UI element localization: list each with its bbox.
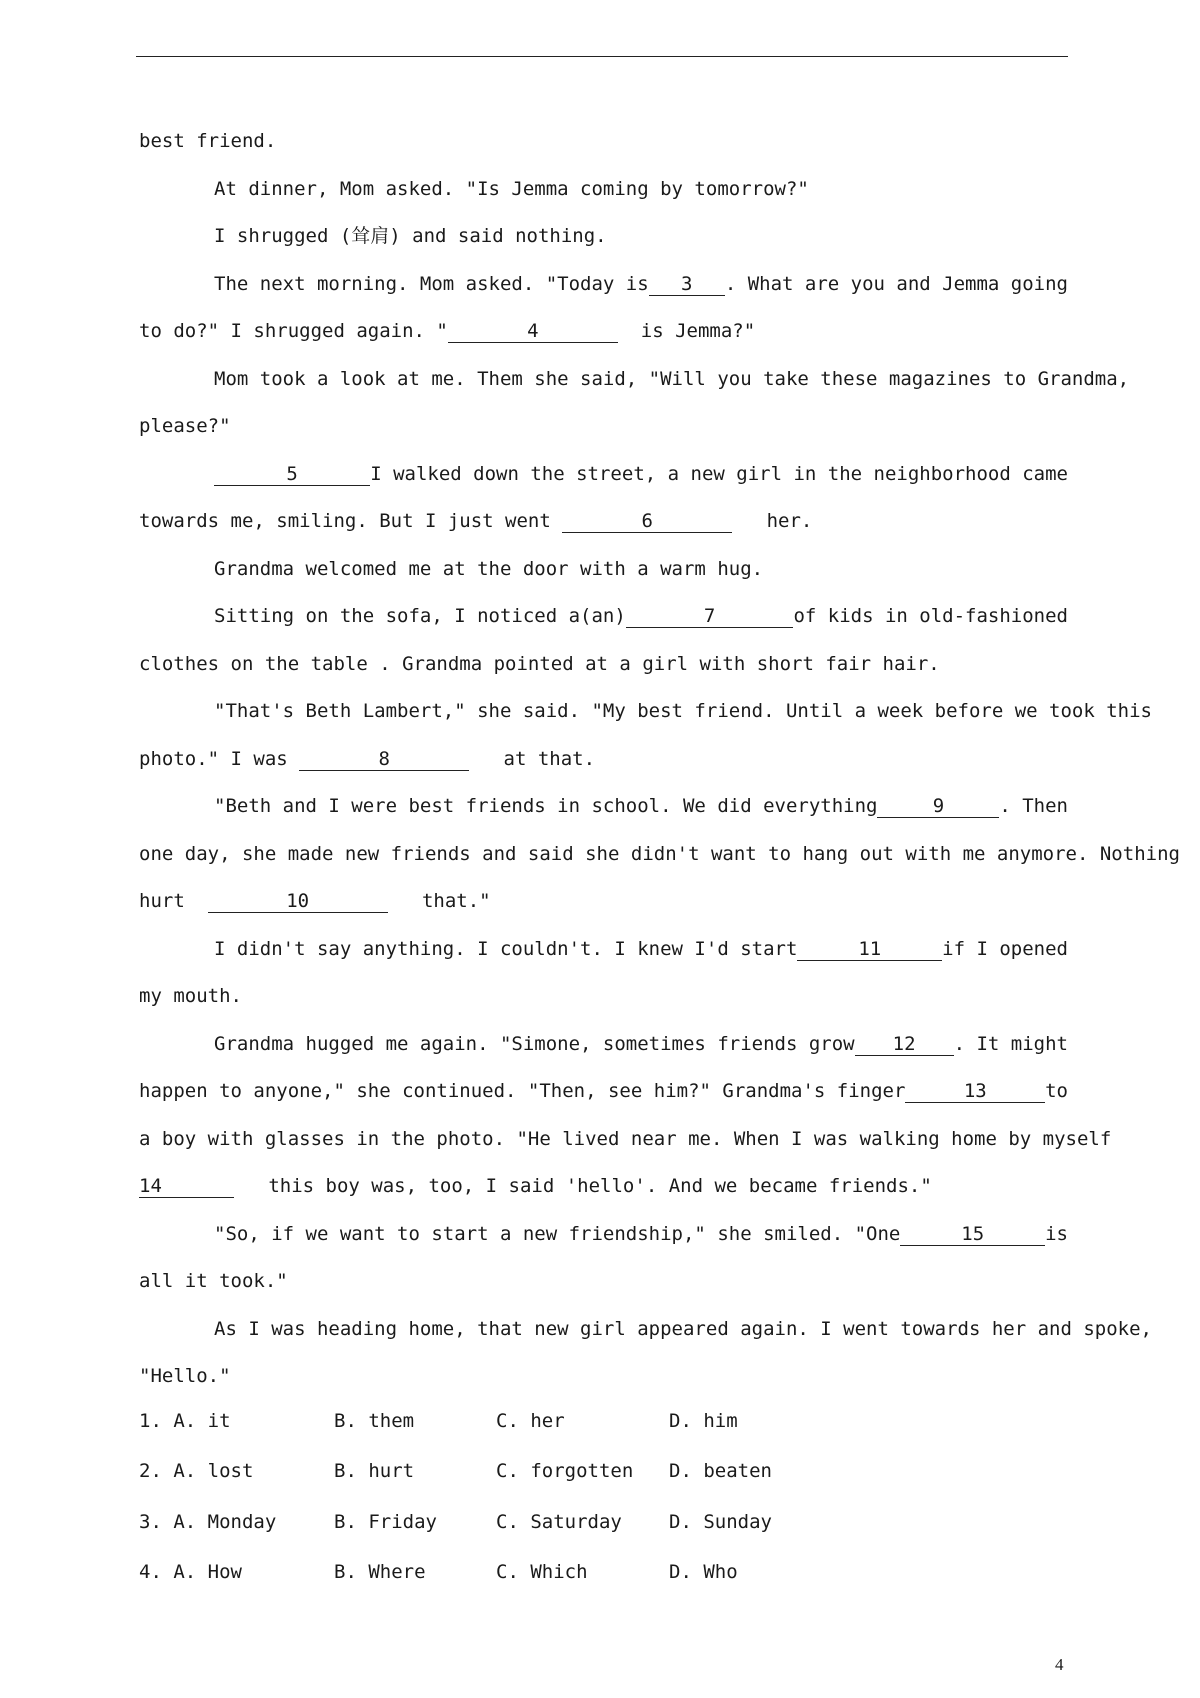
passage-text: is Jemma?" xyxy=(640,320,756,342)
passage-text: to do?" I shrugged again. " xyxy=(139,320,448,342)
answer-blank-9[interactable]: 9 xyxy=(877,795,999,818)
passage-text: At dinner, Mom asked. "Is Jemma coming by tomorrow?" xyxy=(214,177,809,200)
option-a[interactable] xyxy=(139,1446,253,1496)
question-number: 4. xyxy=(139,1560,162,1583)
answer-blank-10[interactable]: 10 xyxy=(208,890,388,913)
passage-text: "So, if we want to start a new friendship," she smiled. "One xyxy=(214,1222,901,1245)
option-d[interactable]: D. beaten xyxy=(669,1460,772,1483)
passage-text: I shrugged (耸肩) and said nothing. xyxy=(214,225,607,247)
passage-text: towards me, smiling. But I just went xyxy=(139,510,551,532)
answer-blank-14[interactable]: 14 xyxy=(139,1175,234,1198)
answer-blank-4[interactable]: 4 xyxy=(448,320,618,343)
passage-text: a boy with glasses in the photo. "He lived near me. When I was walking home by myself xyxy=(139,1127,1112,1150)
question-number: 1. xyxy=(139,1410,162,1432)
answer-blank-11[interactable]: 11 xyxy=(797,938,942,961)
passage-line xyxy=(139,498,1068,546)
answer-blank-12[interactable]: 12 xyxy=(855,1033,954,1056)
passage-text: my mouth. xyxy=(139,985,242,1007)
passage-line xyxy=(139,1211,1068,1259)
answer-blank-6[interactable]: 6 xyxy=(562,510,732,533)
passage-text: "Hello." xyxy=(139,1365,231,1387)
passage-text: please?" xyxy=(139,415,231,437)
passage-line xyxy=(139,1021,1068,1069)
passage-text: best friend. xyxy=(139,130,277,152)
option-c[interactable]: C. Saturday xyxy=(496,1510,622,1533)
passage-line xyxy=(139,403,1068,451)
passage-text: "That's Beth Lambert," she said. "My best friend. Until a week before we took this xyxy=(214,700,1152,722)
option-a[interactable] xyxy=(139,1497,276,1547)
passage-text: Mom took a look at me. Them she said, "Will you take these magazines to Grandma, xyxy=(214,367,1130,390)
option-a[interactable] xyxy=(139,1396,231,1446)
option-b[interactable]: B. Where xyxy=(334,1560,426,1583)
passage-text: her. xyxy=(766,510,813,532)
passage-text: all it took." xyxy=(139,1270,288,1292)
passage-line xyxy=(139,261,1068,309)
option-d[interactable]: D. Sunday xyxy=(669,1510,772,1533)
passage-line xyxy=(139,1068,1068,1116)
option-b[interactable]: B. hurt xyxy=(334,1460,415,1483)
passage-text: clothes on the table . Grandma pointed at a girl with short fair hair. xyxy=(139,652,940,675)
option-a-label: A. it xyxy=(173,1410,231,1432)
passage-text: of kids in old-fashioned xyxy=(793,605,1068,627)
answer-blank-13[interactable]: 13 xyxy=(905,1080,1045,1103)
option-c[interactable]: C. Which xyxy=(496,1560,588,1583)
passage-text: is xyxy=(1045,1222,1068,1245)
passage-line xyxy=(139,308,1068,356)
question-number: 3. xyxy=(139,1510,162,1533)
passage-line xyxy=(139,973,1068,1021)
page-number: 4 xyxy=(1055,1655,1064,1674)
passage-line xyxy=(139,688,1152,736)
passage-text: . It might xyxy=(953,1032,1068,1055)
passage-text: Sitting on the sofa, I noticed a(an) xyxy=(214,605,626,627)
passage-text: The next morning. Mom asked. "Today is xyxy=(214,272,649,295)
question-number: 2. xyxy=(139,1460,162,1483)
passage-line xyxy=(139,1163,1068,1211)
passage-text: I walked down the street, a new girl in the neighborhood came xyxy=(370,462,1068,485)
passage-text: this boy was, too, I said 'hello'. And we became friends." xyxy=(268,1175,932,1197)
answer-blank-3[interactable]: 3 xyxy=(649,273,725,296)
passage-line xyxy=(139,546,1068,594)
passage-text: at that. xyxy=(503,747,596,770)
passage-line xyxy=(139,926,1068,974)
passage-text: photo." I was xyxy=(139,747,288,770)
passage-line xyxy=(139,213,1068,261)
option-a-label: A. How xyxy=(173,1560,242,1583)
option-a[interactable] xyxy=(139,1547,242,1597)
option-c[interactable]: C. her xyxy=(496,1410,565,1432)
passage-line xyxy=(139,641,1068,689)
passage-line xyxy=(139,736,1068,784)
header-rule xyxy=(136,56,1068,57)
cloze-passage xyxy=(139,118,1180,1401)
option-d[interactable]: D. him xyxy=(669,1410,738,1432)
option-b[interactable]: B. Friday xyxy=(334,1510,437,1533)
passage-text: . What are you and Jemma going xyxy=(724,272,1068,295)
passage-text: to xyxy=(1045,1080,1068,1102)
option-b[interactable]: B. them xyxy=(334,1410,415,1432)
passage-text: that." xyxy=(421,890,491,912)
passage-line xyxy=(139,356,1130,404)
answer-blank-8[interactable]: 8 xyxy=(299,748,469,771)
answer-blank-5[interactable]: 5 xyxy=(214,463,370,486)
passage-text: if I opened xyxy=(942,937,1068,960)
passage-line xyxy=(139,878,1068,926)
passage-line xyxy=(139,593,1068,641)
passage-text: "Beth and I were best friends in school. We did everything xyxy=(214,795,878,817)
passage-text: Grandma hugged me again. "Simone, sometimes friends grow xyxy=(214,1032,855,1055)
passage-text: happen to anyone," she continued. "Then, see him?" Grandma's finger xyxy=(139,1080,906,1102)
answer-blank-15[interactable]: 15 xyxy=(900,1223,1045,1246)
passage-text: . Then xyxy=(999,795,1068,817)
passage-line xyxy=(139,1258,1068,1306)
answer-blank-7[interactable]: 7 xyxy=(626,605,794,628)
passage-line xyxy=(139,1353,1068,1401)
option-c[interactable]: C. forgotten xyxy=(496,1460,634,1483)
option-a-label: A. lost xyxy=(173,1460,254,1483)
passage-line xyxy=(139,831,1180,879)
passage-line xyxy=(139,1306,1152,1354)
passage-line xyxy=(139,118,1068,166)
passage-line xyxy=(139,783,1068,831)
passage-text: one day, she made new friends and said she didn't want to hang out with me anymore. Nothing xyxy=(139,842,1180,865)
passage-line xyxy=(139,166,1068,214)
passage-text: As I was heading home, that new girl appeared again. I went towards her and spoke, xyxy=(214,1317,1152,1340)
passage-line xyxy=(139,451,1068,499)
option-d[interactable]: D. Who xyxy=(669,1560,738,1583)
passage-text: hurt xyxy=(139,890,185,912)
passage-text: Grandma welcomed me at the door with a warm hug. xyxy=(214,557,764,580)
passage-line xyxy=(139,1116,1112,1164)
passage-text: I didn't say anything. I couldn't. I knew I'd start xyxy=(214,937,798,960)
option-a-label: A. Monday xyxy=(173,1510,277,1533)
